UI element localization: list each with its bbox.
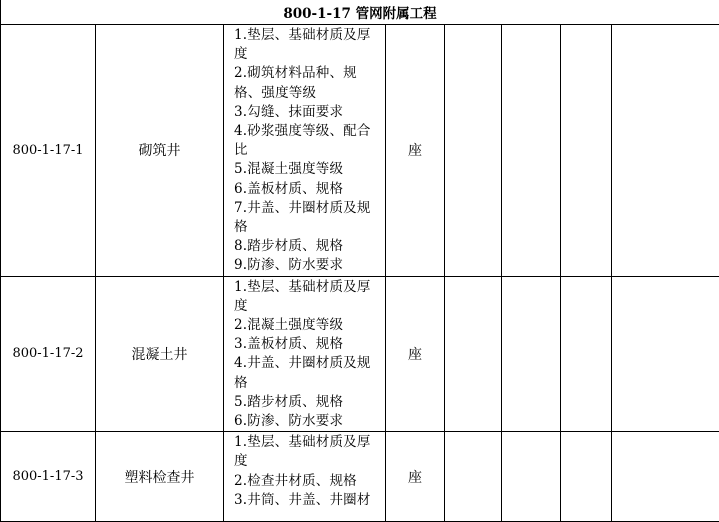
empty-cell	[502, 25, 561, 277]
feature-line: 6.防渗、防水要求	[234, 412, 381, 431]
feature-line: 1.垫层、基础材质及厚度	[234, 433, 381, 471]
feature-line: 9.防渗、防水要求	[234, 256, 381, 275]
feature-line: 8.踏步材质、规格	[234, 237, 381, 256]
empty-cell	[561, 276, 612, 432]
feature-line: 2.检查井材质、规格	[234, 472, 381, 491]
item-features	[224, 276, 386, 432]
empty-cell	[561, 25, 612, 277]
feature-line: 2.砌筑材料品种、规格、强度等级	[234, 64, 381, 102]
feature-line: 2.混凝土强度等级	[234, 316, 381, 335]
item-code: 800-1-17-1	[1, 25, 96, 277]
empty-cell	[445, 432, 502, 522]
feature-line: 5.踏步材质、规格	[234, 393, 381, 412]
item-name: 砌筑井	[96, 25, 224, 277]
empty-cell	[612, 432, 719, 522]
empty-cell	[612, 25, 719, 277]
empty-cell	[561, 432, 612, 522]
feature-line: 7.井盖、井圈材质及规格	[234, 199, 381, 237]
item-unit: 座	[386, 25, 445, 277]
item-name: 塑料检查井	[96, 432, 224, 522]
item-unit: 座	[386, 276, 445, 432]
item-code: 800-1-17-2	[1, 276, 96, 432]
empty-cell	[445, 25, 502, 277]
section-header-row	[1, 0, 719, 25]
empty-cell	[502, 276, 561, 432]
feature-line: 3.盖板材质、规格	[234, 335, 381, 354]
section-title: 800-1-17 管网附属工程	[1, 0, 719, 25]
feature-line: 3.井筒、井盖、井圈材	[234, 491, 381, 510]
feature-line: 1.垫层、基础材质及厚度	[234, 278, 381, 316]
table-row	[1, 25, 719, 277]
item-features	[224, 25, 386, 277]
item-unit: 座	[386, 432, 445, 522]
empty-cell	[445, 276, 502, 432]
item-features	[224, 432, 386, 522]
item-code: 800-1-17-3	[1, 432, 96, 522]
empty-cell	[612, 276, 719, 432]
feature-line: 6.盖板材质、规格	[234, 180, 381, 199]
feature-line: 1.垫层、基础材质及厚度	[234, 26, 381, 64]
feature-line: 3.勾缝、抹面要求	[234, 103, 381, 122]
feature-line: 4.砂浆强度等级、配合比	[234, 122, 381, 160]
table-row	[1, 432, 719, 522]
table-row	[1, 276, 719, 432]
feature-line: 4.井盖、井圈材质及规格	[234, 354, 381, 392]
feature-line: 5.混凝土强度等级	[234, 160, 381, 179]
empty-cell	[502, 432, 561, 522]
item-name: 混凝土井	[96, 276, 224, 432]
